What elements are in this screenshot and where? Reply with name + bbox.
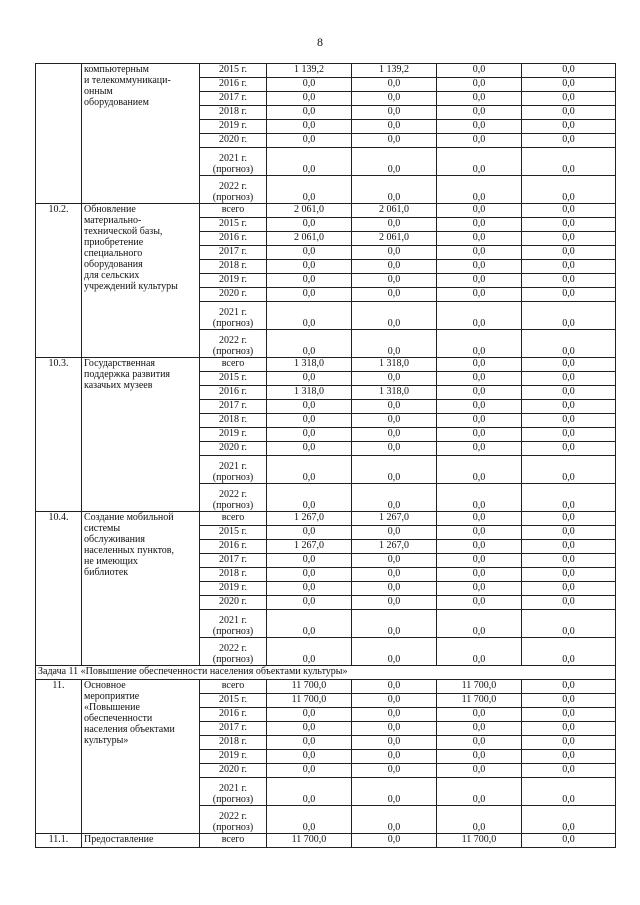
amount-cell: 0,0 bbox=[437, 554, 522, 568]
amount-cell: 0,0 bbox=[437, 596, 522, 610]
amount-cell: 11 700,0 bbox=[267, 834, 352, 848]
amount-cell: 0,0 bbox=[522, 358, 616, 372]
year-cell: 2016 г. bbox=[200, 386, 267, 400]
amount-cell: 0,0 bbox=[267, 176, 352, 204]
table-row bbox=[36, 680, 616, 694]
amount-cell: 0,0 bbox=[267, 610, 352, 638]
amount-cell: 0,0 bbox=[522, 596, 616, 610]
year-cell: 2021 г. (прогноз) bbox=[200, 778, 267, 806]
item-name: Государственная поддержка развития казачьих музеев bbox=[82, 358, 200, 512]
amount-cell: 0,0 bbox=[437, 274, 522, 288]
amount-cell: 0,0 bbox=[522, 330, 616, 358]
amount-cell: 0,0 bbox=[352, 582, 437, 596]
amount-cell: 1 267,0 bbox=[352, 540, 437, 554]
amount-cell: 0,0 bbox=[522, 428, 616, 442]
amount-cell: 0,0 bbox=[437, 260, 522, 274]
year-cell: 2017 г. bbox=[200, 554, 267, 568]
amount-cell: 0,0 bbox=[437, 764, 522, 778]
amount-cell: 0,0 bbox=[267, 638, 352, 666]
amount-cell: 0,0 bbox=[352, 442, 437, 456]
amount-cell: 1 318,0 bbox=[267, 386, 352, 400]
year-cell: 2015 г. bbox=[200, 372, 267, 386]
amount-cell: 0,0 bbox=[437, 288, 522, 302]
amount-cell: 0,0 bbox=[522, 204, 616, 218]
amount-cell: 0,0 bbox=[437, 582, 522, 596]
amount-cell: 0,0 bbox=[352, 638, 437, 666]
amount-cell: 0,0 bbox=[267, 428, 352, 442]
year-cell: 2018 г. bbox=[200, 260, 267, 274]
amount-cell: 0,0 bbox=[522, 638, 616, 666]
year-cell: 2021 г. (прогноз) bbox=[200, 302, 267, 330]
amount-cell: 0,0 bbox=[352, 694, 437, 708]
amount-cell: 0,0 bbox=[437, 400, 522, 414]
amount-cell: 0,0 bbox=[522, 736, 616, 750]
amount-cell: 0,0 bbox=[352, 750, 437, 764]
amount-cell: 0,0 bbox=[267, 414, 352, 428]
amount-cell: 0,0 bbox=[437, 120, 522, 134]
year-cell: 2019 г. bbox=[200, 582, 267, 596]
year-cell: 2016 г. bbox=[200, 232, 267, 246]
item-number: 10.2. bbox=[36, 204, 82, 358]
year-cell: 2017 г. bbox=[200, 722, 267, 736]
amount-cell: 11 700,0 bbox=[267, 680, 352, 694]
task-heading: Задача 11 «Повышение обеспеченности населения объектами культуры» bbox=[36, 666, 616, 680]
amount-cell: 0,0 bbox=[522, 260, 616, 274]
amount-cell: 0,0 bbox=[437, 218, 522, 232]
amount-cell: 0,0 bbox=[522, 120, 616, 134]
amount-cell: 0,0 bbox=[352, 778, 437, 806]
amount-cell: 11 700,0 bbox=[267, 694, 352, 708]
year-cell: всего bbox=[200, 358, 267, 372]
amount-cell: 0,0 bbox=[352, 610, 437, 638]
amount-cell: 0,0 bbox=[522, 134, 616, 148]
amount-cell: 0,0 bbox=[267, 106, 352, 120]
amount-cell: 0,0 bbox=[437, 358, 522, 372]
amount-cell: 0,0 bbox=[267, 246, 352, 260]
amount-cell: 2 061,0 bbox=[352, 204, 437, 218]
amount-cell: 0,0 bbox=[437, 92, 522, 106]
amount-cell: 0,0 bbox=[437, 638, 522, 666]
year-cell: 2021 г. (прогноз) bbox=[200, 610, 267, 638]
amount-cell: 0,0 bbox=[522, 806, 616, 834]
amount-cell: 0,0 bbox=[437, 750, 522, 764]
funding-table bbox=[35, 63, 616, 848]
amount-cell: 0,0 bbox=[522, 176, 616, 204]
amount-cell: 0,0 bbox=[352, 400, 437, 414]
year-cell: 2016 г. bbox=[200, 708, 267, 722]
amount-cell: 0,0 bbox=[437, 708, 522, 722]
amount-cell: 0,0 bbox=[437, 428, 522, 442]
amount-cell: 0,0 bbox=[267, 764, 352, 778]
amount-cell: 0,0 bbox=[267, 134, 352, 148]
amount-cell: 0,0 bbox=[267, 92, 352, 106]
amount-cell: 0,0 bbox=[522, 218, 616, 232]
task-row bbox=[36, 666, 616, 680]
item-name: Основное мероприятие «Повышение обеспеченности населения объектами культуры» bbox=[82, 680, 200, 834]
amount-cell: 0,0 bbox=[352, 708, 437, 722]
amount-cell: 0,0 bbox=[352, 428, 437, 442]
amount-cell: 0,0 bbox=[522, 386, 616, 400]
amount-cell: 0,0 bbox=[352, 148, 437, 176]
amount-cell: 0,0 bbox=[437, 302, 522, 330]
year-cell: 2015 г. bbox=[200, 526, 267, 540]
amount-cell: 0,0 bbox=[352, 302, 437, 330]
amount-cell: 0,0 bbox=[267, 330, 352, 358]
amount-cell: 0,0 bbox=[267, 456, 352, 484]
year-cell: всего bbox=[200, 834, 267, 848]
amount-cell: 0,0 bbox=[437, 722, 522, 736]
year-cell: 2022 г. (прогноз) bbox=[200, 176, 267, 204]
amount-cell: 2 061,0 bbox=[267, 232, 352, 246]
amount-cell: 0,0 bbox=[437, 232, 522, 246]
amount-cell: 0,0 bbox=[522, 764, 616, 778]
amount-cell: 1 267,0 bbox=[352, 512, 437, 526]
amount-cell: 0,0 bbox=[437, 330, 522, 358]
amount-cell: 0,0 bbox=[522, 456, 616, 484]
year-cell: 2022 г. (прогноз) bbox=[200, 484, 267, 512]
amount-cell: 0,0 bbox=[522, 148, 616, 176]
year-cell: 2018 г. bbox=[200, 736, 267, 750]
amount-cell: 0,0 bbox=[352, 834, 437, 848]
amount-cell: 0,0 bbox=[267, 274, 352, 288]
amount-cell: 0,0 bbox=[437, 176, 522, 204]
year-cell: 2022 г. (прогноз) bbox=[200, 330, 267, 358]
amount-cell: 1 267,0 bbox=[267, 540, 352, 554]
amount-cell: 0,0 bbox=[522, 302, 616, 330]
amount-cell: 0,0 bbox=[522, 372, 616, 386]
page-number: 8 bbox=[317, 35, 323, 49]
amount-cell: 0,0 bbox=[352, 120, 437, 134]
amount-cell: 0,0 bbox=[437, 442, 522, 456]
amount-cell: 1 139,2 bbox=[352, 64, 437, 78]
year-cell: 2021 г. (прогноз) bbox=[200, 148, 267, 176]
amount-cell: 0,0 bbox=[352, 274, 437, 288]
amount-cell: 0,0 bbox=[352, 218, 437, 232]
amount-cell: 0,0 bbox=[437, 736, 522, 750]
amount-cell: 1 139,2 bbox=[267, 64, 352, 78]
amount-cell: 0,0 bbox=[437, 134, 522, 148]
table-row bbox=[36, 358, 616, 372]
item-name: Предоставление bbox=[82, 834, 200, 848]
year-cell: всего bbox=[200, 512, 267, 526]
amount-cell: 0,0 bbox=[522, 78, 616, 92]
amount-cell: 0,0 bbox=[352, 554, 437, 568]
amount-cell: 0,0 bbox=[522, 708, 616, 722]
amount-cell: 0,0 bbox=[522, 694, 616, 708]
amount-cell: 0,0 bbox=[267, 568, 352, 582]
table-row bbox=[36, 512, 616, 526]
amount-cell: 0,0 bbox=[352, 176, 437, 204]
year-cell: всего bbox=[200, 680, 267, 694]
amount-cell: 0,0 bbox=[522, 512, 616, 526]
amount-cell: 0,0 bbox=[352, 568, 437, 582]
amount-cell: 0,0 bbox=[522, 414, 616, 428]
amount-cell: 0,0 bbox=[522, 610, 616, 638]
year-cell: 2015 г. bbox=[200, 218, 267, 232]
year-cell: 2015 г. bbox=[200, 694, 267, 708]
amount-cell: 0,0 bbox=[522, 400, 616, 414]
item-name: компьютерным и телекоммуникаци- онным оборудованием bbox=[82, 64, 200, 204]
amount-cell: 0,0 bbox=[352, 806, 437, 834]
amount-cell: 0,0 bbox=[522, 680, 616, 694]
amount-cell: 0,0 bbox=[267, 218, 352, 232]
table-row bbox=[36, 64, 616, 78]
amount-cell: 0,0 bbox=[352, 330, 437, 358]
amount-cell: 0,0 bbox=[352, 288, 437, 302]
amount-cell: 0,0 bbox=[522, 582, 616, 596]
year-cell: 2016 г. bbox=[200, 78, 267, 92]
amount-cell: 0,0 bbox=[437, 372, 522, 386]
amount-cell: 0,0 bbox=[352, 484, 437, 512]
item-number: 10.4. bbox=[36, 512, 82, 666]
amount-cell: 0,0 bbox=[267, 736, 352, 750]
amount-cell: 0,0 bbox=[267, 372, 352, 386]
amount-cell: 0,0 bbox=[437, 540, 522, 554]
year-cell: 2022 г. (прогноз) bbox=[200, 806, 267, 834]
year-cell: всего bbox=[200, 204, 267, 218]
amount-cell: 0,0 bbox=[522, 288, 616, 302]
amount-cell: 0,0 bbox=[267, 750, 352, 764]
amount-cell: 0,0 bbox=[522, 568, 616, 582]
amount-cell: 0,0 bbox=[352, 78, 437, 92]
amount-cell: 0,0 bbox=[522, 554, 616, 568]
year-cell: 2019 г. bbox=[200, 274, 267, 288]
amount-cell: 0,0 bbox=[437, 568, 522, 582]
amount-cell: 0,0 bbox=[437, 512, 522, 526]
item-number: 11. bbox=[36, 680, 82, 834]
amount-cell: 0,0 bbox=[267, 484, 352, 512]
item-number bbox=[36, 64, 82, 204]
amount-cell: 0,0 bbox=[267, 582, 352, 596]
year-cell: 2016 г. bbox=[200, 540, 267, 554]
amount-cell: 0,0 bbox=[352, 414, 437, 428]
amount-cell: 0,0 bbox=[522, 442, 616, 456]
amount-cell: 0,0 bbox=[522, 778, 616, 806]
amount-cell: 0,0 bbox=[267, 78, 352, 92]
amount-cell: 0,0 bbox=[437, 106, 522, 120]
amount-cell: 0,0 bbox=[522, 92, 616, 106]
amount-cell: 0,0 bbox=[352, 736, 437, 750]
amount-cell: 0,0 bbox=[522, 484, 616, 512]
year-cell: 2015 г. bbox=[200, 64, 267, 78]
amount-cell: 2 061,0 bbox=[352, 232, 437, 246]
amount-cell: 0,0 bbox=[267, 120, 352, 134]
amount-cell: 0,0 bbox=[352, 106, 437, 120]
amount-cell: 0,0 bbox=[352, 456, 437, 484]
amount-cell: 0,0 bbox=[437, 806, 522, 834]
amount-cell: 0,0 bbox=[267, 288, 352, 302]
amount-cell: 0,0 bbox=[267, 596, 352, 610]
amount-cell: 0,0 bbox=[352, 526, 437, 540]
amount-cell: 0,0 bbox=[522, 526, 616, 540]
amount-cell: 0,0 bbox=[352, 722, 437, 736]
item-number: 10.3. bbox=[36, 358, 82, 512]
amount-cell: 0,0 bbox=[522, 834, 616, 848]
year-cell: 2018 г. bbox=[200, 568, 267, 582]
amount-cell: 0,0 bbox=[352, 764, 437, 778]
amount-cell: 0,0 bbox=[267, 806, 352, 834]
year-cell: 2020 г. bbox=[200, 134, 267, 148]
table-row bbox=[36, 834, 616, 848]
amount-cell: 0,0 bbox=[522, 540, 616, 554]
amount-cell: 1 267,0 bbox=[267, 512, 352, 526]
year-cell: 2017 г. bbox=[200, 400, 267, 414]
amount-cell: 0,0 bbox=[522, 246, 616, 260]
year-cell: 2019 г. bbox=[200, 428, 267, 442]
amount-cell: 0,0 bbox=[437, 246, 522, 260]
item-number: 11.1. bbox=[36, 834, 82, 848]
amount-cell: 0,0 bbox=[437, 456, 522, 484]
year-cell: 2017 г. bbox=[200, 92, 267, 106]
amount-cell: 0,0 bbox=[267, 722, 352, 736]
amount-cell: 0,0 bbox=[267, 148, 352, 176]
amount-cell: 0,0 bbox=[522, 232, 616, 246]
amount-cell: 0,0 bbox=[267, 526, 352, 540]
item-name: Создание мобильной системы обслуживания населенных пунктов, не имеющих библиотек bbox=[82, 512, 200, 666]
year-cell: 2020 г. bbox=[200, 764, 267, 778]
amount-cell: 0,0 bbox=[352, 246, 437, 260]
amount-cell: 1 318,0 bbox=[267, 358, 352, 372]
table-row bbox=[36, 204, 616, 218]
amount-cell: 0,0 bbox=[352, 260, 437, 274]
item-name: Обновление материально- технической базы, приобретение специального оборудования для сельских учреждений культуры bbox=[82, 204, 200, 358]
year-cell: 2021 г. (прогноз) bbox=[200, 456, 267, 484]
amount-cell: 1 318,0 bbox=[352, 386, 437, 400]
amount-cell: 1 318,0 bbox=[352, 358, 437, 372]
amount-cell: 0,0 bbox=[437, 484, 522, 512]
amount-cell: 0,0 bbox=[267, 260, 352, 274]
amount-cell: 11 700,0 bbox=[437, 680, 522, 694]
amount-cell: 0,0 bbox=[522, 64, 616, 78]
amount-cell: 0,0 bbox=[522, 750, 616, 764]
amount-cell: 0,0 bbox=[267, 400, 352, 414]
year-cell: 2017 г. bbox=[200, 246, 267, 260]
year-cell: 2018 г. bbox=[200, 414, 267, 428]
amount-cell: 11 700,0 bbox=[437, 834, 522, 848]
amount-cell: 0,0 bbox=[437, 414, 522, 428]
year-cell: 2018 г. bbox=[200, 106, 267, 120]
amount-cell: 0,0 bbox=[352, 134, 437, 148]
amount-cell: 0,0 bbox=[437, 204, 522, 218]
amount-cell: 0,0 bbox=[437, 64, 522, 78]
amount-cell: 0,0 bbox=[267, 554, 352, 568]
year-cell: 2022 г. (прогноз) bbox=[200, 638, 267, 666]
amount-cell: 0,0 bbox=[352, 92, 437, 106]
amount-cell: 0,0 bbox=[522, 274, 616, 288]
amount-cell: 0,0 bbox=[267, 708, 352, 722]
amount-cell: 2 061,0 bbox=[267, 204, 352, 218]
amount-cell: 11 700,0 bbox=[437, 694, 522, 708]
amount-cell: 0,0 bbox=[437, 610, 522, 638]
year-cell: 2020 г. bbox=[200, 596, 267, 610]
year-cell: 2019 г. bbox=[200, 120, 267, 134]
amount-cell: 0,0 bbox=[437, 78, 522, 92]
year-cell: 2019 г. bbox=[200, 750, 267, 764]
year-cell: 2020 г. bbox=[200, 442, 267, 456]
amount-cell: 0,0 bbox=[352, 596, 437, 610]
amount-cell: 0,0 bbox=[522, 106, 616, 120]
amount-cell: 0,0 bbox=[352, 680, 437, 694]
amount-cell: 0,0 bbox=[522, 722, 616, 736]
amount-cell: 0,0 bbox=[437, 778, 522, 806]
year-cell: 2020 г. bbox=[200, 288, 267, 302]
amount-cell: 0,0 bbox=[267, 302, 352, 330]
amount-cell: 0,0 bbox=[437, 148, 522, 176]
amount-cell: 0,0 bbox=[437, 526, 522, 540]
amount-cell: 0,0 bbox=[352, 372, 437, 386]
amount-cell: 0,0 bbox=[267, 442, 352, 456]
amount-cell: 0,0 bbox=[267, 778, 352, 806]
amount-cell: 0,0 bbox=[437, 386, 522, 400]
